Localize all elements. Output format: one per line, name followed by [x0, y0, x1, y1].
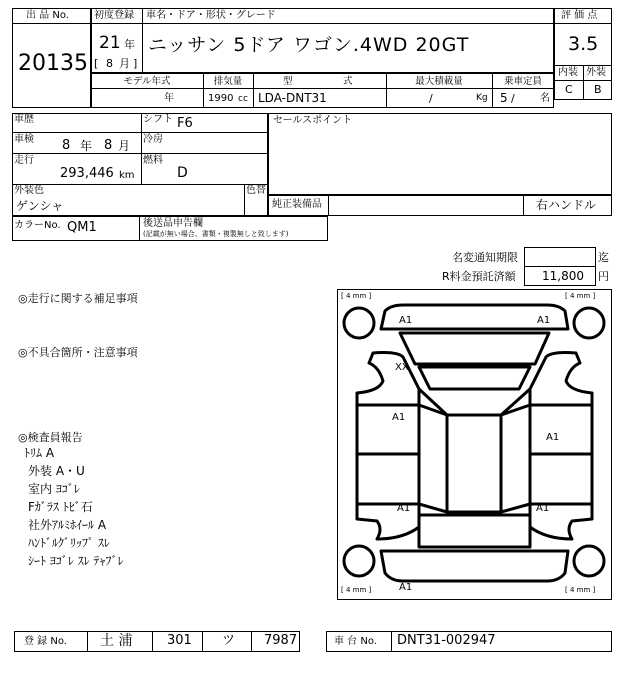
- right-front-fender: [530, 353, 592, 406]
- tire-rear-left: [344, 546, 374, 576]
- tire-label-fl: [ 4 mm ]: [341, 292, 372, 300]
- exterior-label: 外装: [586, 67, 606, 78]
- inspector-line: Fｶﾞﾗｽ ﾄﾋﾞ石: [28, 500, 93, 514]
- right-rear-door: [530, 454, 592, 504]
- tire-label-rl: [ 4 mm ]: [341, 586, 372, 594]
- mark-front-door-left: A1: [392, 412, 406, 423]
- month-unit: 月: [119, 57, 130, 70]
- reg-month-bracket-close: ]: [133, 57, 138, 70]
- late-report-label: 後送品申告欄: [143, 218, 203, 229]
- color-change-label: 色替: [246, 185, 266, 196]
- chassis-label: 車 台 No.: [334, 636, 377, 647]
- shift-label: シフト: [143, 114, 173, 125]
- color-no-label: カラーNo.: [14, 220, 61, 231]
- reg-kana: ツ: [222, 633, 236, 648]
- capacity-slash: /: [511, 92, 515, 105]
- tire-front-right: [574, 308, 604, 338]
- car-diagram: [337, 289, 612, 600]
- lot-no-label: 出 品 No.: [26, 10, 69, 21]
- inspection-month-unit: 月: [118, 139, 131, 153]
- mileage-label: 走行: [14, 155, 34, 166]
- car-name-label: 車名・ドア・形状・グレード: [146, 10, 276, 21]
- color-no: QM1: [67, 220, 97, 235]
- mark-front-door-right: A1: [546, 432, 560, 443]
- genuine-equipment-label: 純正装備品: [272, 199, 322, 210]
- model-code: LDA-DNT31: [258, 91, 327, 105]
- tire-rear-right: [574, 546, 604, 576]
- late-report-note: (記載が無い場合、書類・複製無しと致します): [143, 230, 289, 238]
- exterior-grade: B: [594, 83, 602, 96]
- first-reg-label: 初度登録: [94, 10, 134, 21]
- inspector-line: ﾄﾘﾑ A: [24, 446, 55, 460]
- mileage-value: 293,446: [60, 166, 114, 181]
- inspector-line: ﾊﾝﾄﾞﾙｸﾞﾘｯﾌﾟ ｽﾚ: [28, 536, 110, 550]
- displacement-label: 排気量: [213, 76, 243, 87]
- name-change-box: [524, 247, 596, 267]
- year-unit: 年: [124, 38, 135, 51]
- handle-side: 右ハンドル: [536, 198, 597, 212]
- name-change-unit: 迄: [598, 251, 609, 264]
- exterior-color: ゲンシャ: [16, 199, 64, 213]
- max-load-label: 最大積載量: [415, 76, 463, 87]
- mark-rear-door-left: A1: [397, 503, 411, 514]
- interior-label: 内装: [558, 67, 578, 78]
- mark-front-left: A1: [399, 315, 413, 326]
- mark-front-right: A1: [537, 315, 551, 326]
- model-label-1: 型: [283, 76, 293, 87]
- hood: [400, 333, 549, 364]
- recycle-label: R料金預託済額: [442, 270, 516, 283]
- max-load-unit: Kg: [476, 93, 488, 103]
- mark-rear-door-right: A1: [536, 503, 550, 514]
- model-year-label: モデル年式: [123, 76, 171, 87]
- ac-label: 冷房: [143, 134, 163, 145]
- first-reg-month: 8: [106, 57, 113, 70]
- shift-value: F6: [177, 116, 193, 131]
- recycle-unit: 円: [598, 270, 609, 283]
- history-label: 車歴: [14, 114, 34, 125]
- mileage-unit: km: [119, 170, 135, 181]
- left-front-fender: [357, 353, 419, 406]
- fuel-value: D: [177, 165, 188, 181]
- model-label-2: 式: [343, 76, 353, 87]
- reg-area: 土 浦: [100, 633, 133, 649]
- inspection-year: 8: [62, 138, 71, 153]
- inspector-line: ｼｰﾄ ﾖｺﾞﾚ ｽﾚ ﾃｬﾌﾞﾚ: [28, 554, 124, 568]
- reg-number: 7987: [264, 633, 298, 648]
- chassis-no: DNT31-002947: [397, 633, 496, 648]
- grade-value: 3.5: [568, 33, 599, 55]
- mark-xx: XX: [395, 362, 409, 373]
- mark-rear: A1: [399, 582, 413, 593]
- capacity-value: 5: [500, 91, 508, 105]
- name-change-label: 名変通知期限: [452, 251, 518, 264]
- roof: [447, 415, 501, 512]
- tire-label-fr: [ 4 mm ]: [565, 292, 596, 300]
- defects-title: ◎不具合箇所・注意事項: [18, 346, 138, 359]
- inspection-month: 8: [104, 138, 113, 153]
- left-rear-door: [357, 454, 419, 504]
- sales-point-label: セールスポイント: [273, 115, 353, 126]
- tailgate: [419, 515, 530, 547]
- inspector-line: 外装 A・U: [28, 464, 85, 478]
- rear-bumper: [381, 551, 568, 581]
- tire-label-rr: [ 4 mm ]: [565, 586, 596, 594]
- capacity-unit: 名: [540, 93, 550, 104]
- inspection-label: 車検: [14, 134, 34, 145]
- inspection-year-unit: 年: [80, 139, 93, 153]
- exterior-color-label: 外装色: [14, 185, 44, 196]
- left-front-door: [357, 405, 419, 454]
- interior-grade: C: [565, 83, 573, 96]
- inspector-line: 室内 ﾖｺﾞﾚ: [28, 482, 80, 496]
- capacity-label: 乗車定員: [503, 76, 542, 87]
- first-reg-year: 21: [99, 33, 121, 53]
- lot-no: 20135: [18, 51, 88, 76]
- recycle-value: 11,800: [542, 269, 584, 283]
- car-name: ニッサン 5ドア ワゴン.4WD 20GT: [148, 34, 470, 56]
- grade-label: 評 価 点: [561, 10, 598, 21]
- displacement-value: 1990: [208, 93, 234, 104]
- tire-front-left: [344, 308, 374, 338]
- fuel-label: 燃料: [143, 155, 163, 166]
- inspector-line: 社外ｱﾙﾐﾎｲｰﾙ A: [28, 518, 107, 532]
- reg-no-label: 登 録 No.: [24, 636, 67, 647]
- reg-class: 301: [167, 633, 192, 648]
- windshield: [419, 367, 530, 389]
- inspector-title: ◎検査員報告: [18, 431, 83, 444]
- max-load-slash: /: [429, 92, 433, 105]
- reg-month-bracket-open: [: [94, 57, 99, 70]
- driving-remarks-title: ◎走行に関する補足事項: [18, 292, 138, 305]
- model-year-unit: 年: [164, 93, 174, 104]
- displacement-unit: cc: [238, 94, 248, 104]
- side-lines: [419, 405, 530, 512]
- right-front-door: [530, 405, 592, 454]
